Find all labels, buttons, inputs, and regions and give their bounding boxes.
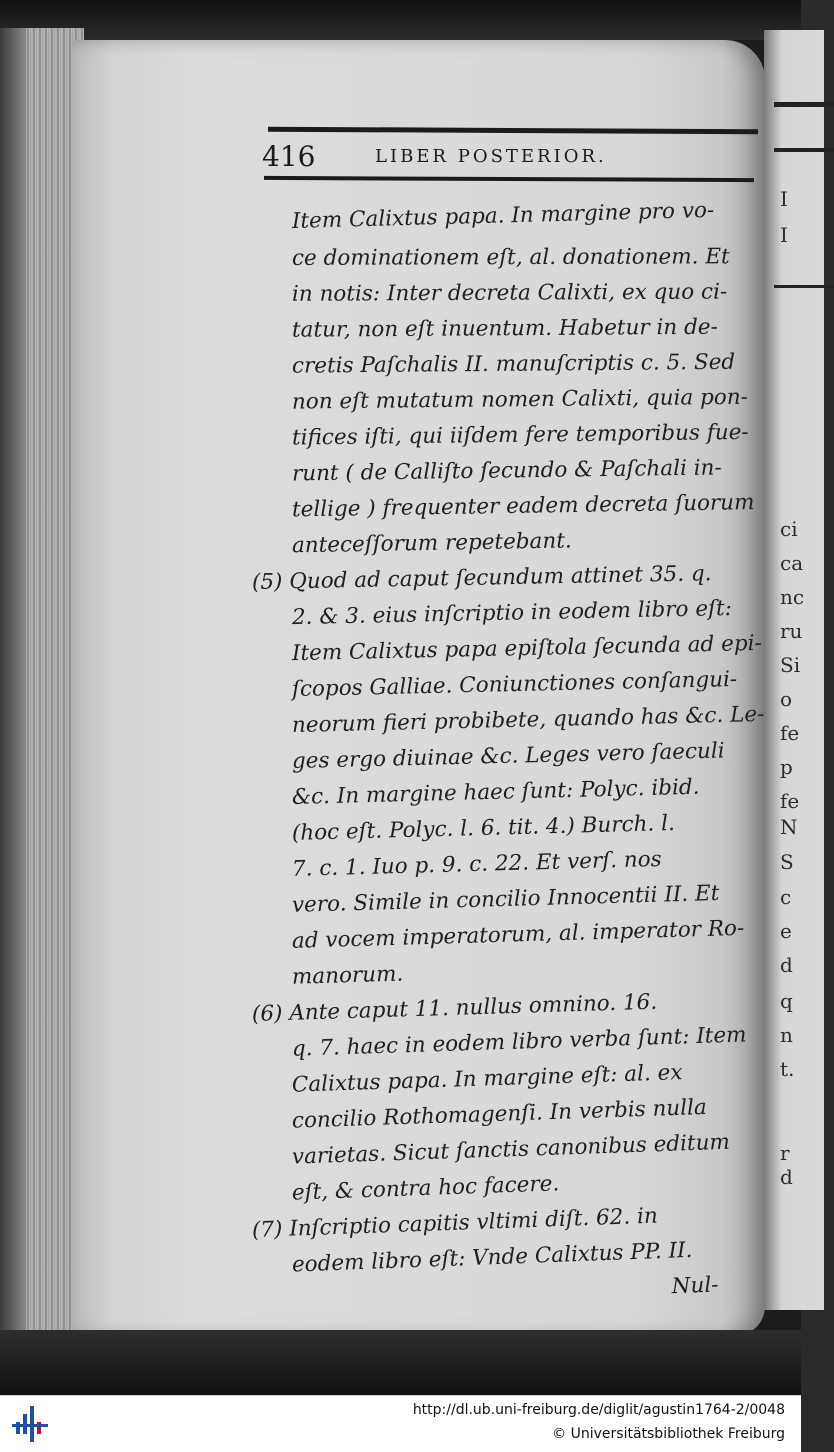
facing-page-fragment: o bbox=[780, 687, 793, 711]
running-head: LIBER POSTERIOR. bbox=[375, 146, 607, 167]
facing-page-fragment: fe bbox=[780, 789, 800, 813]
text-line: ges ergo diuinae &c. Leges vero ſaeculi bbox=[291, 738, 725, 775]
text-line: anteceſſorum repetebant. bbox=[291, 528, 572, 559]
facing-page-fragment: I bbox=[780, 187, 788, 211]
text-line: ſcopos Galliae. Coniunctiones conſangui- bbox=[291, 666, 738, 703]
facing-page-fragment: S bbox=[780, 850, 794, 874]
text-line: (7) Inſcriptio capitis vltimi diſt. 62. in bbox=[251, 1203, 659, 1243]
scanner-background-top bbox=[0, 0, 801, 40]
book-spine-shadow bbox=[0, 28, 26, 1338]
facing-page-fragment: e bbox=[780, 919, 792, 943]
viewer-footer bbox=[0, 1395, 801, 1452]
text-line: q. 7. haec in eodem libro verba ſunt: Item bbox=[291, 1022, 747, 1062]
page-body-text bbox=[251, 197, 765, 1321]
text-line: &c. In margine haec ſunt: Polyc. ibid. bbox=[291, 774, 700, 810]
text-line: runt ( de Calliſto ſecundo & Paſchali in- bbox=[291, 455, 722, 487]
facing-page-fragment: d bbox=[780, 1165, 793, 1189]
facing-page-fragment: p bbox=[780, 755, 793, 779]
text-line: neorum fieri probibete, quando has &c. Le- bbox=[291, 701, 765, 739]
text-line: tifices iſti, qui iiſdem fere temporibus fue- bbox=[291, 419, 749, 451]
facing-page-fragment: ci bbox=[780, 517, 798, 541]
text-line: manorum. bbox=[291, 961, 404, 990]
facing-page-fragment: n bbox=[780, 1023, 793, 1047]
facing-page-fragment: fe bbox=[780, 721, 800, 745]
copyright-notice: © Universitätsbibliothek Freiburg bbox=[552, 1426, 785, 1442]
text-line: eodem libro eſt: Vnde Calixtus PP. II. bbox=[291, 1237, 693, 1278]
text-line: non eſt mutatum nomen Calixti, quia pon- bbox=[291, 384, 749, 415]
text-line: Item Calixtus papa. In margine pro vo- bbox=[291, 197, 715, 234]
text-line: cretis Paſchalis II. manuſcriptis c. 5. Sed bbox=[291, 349, 736, 379]
text-line: (5) Quod ad caput ſecundum attinet 35. q. bbox=[251, 561, 712, 595]
facing-page-fragment: N bbox=[780, 815, 798, 839]
facing-page-fragment: t. bbox=[780, 1057, 795, 1081]
facing-page-fragment: nc bbox=[780, 585, 805, 609]
facing-page-fragment: Si bbox=[780, 653, 801, 677]
text-line: eſt, & contra hoc facere. bbox=[291, 1171, 560, 1206]
text-line: 7. c. 1. Iuo p. 9. c. 22. Et verſ. nos bbox=[291, 846, 662, 882]
facing-page-fragment: q bbox=[780, 989, 793, 1013]
page-number: 416 bbox=[262, 140, 316, 173]
text-line: ad vocem imperatorum, al. imperator Ro- bbox=[291, 915, 745, 954]
text-line: Nul- bbox=[671, 1272, 719, 1300]
text-line: tatur, non eſt inuentum. Habetur in de- bbox=[291, 314, 718, 343]
text-line: Calixtus papa. In margine eſt: al. ex bbox=[291, 1060, 683, 1098]
facing-page-fragment: ru bbox=[780, 619, 803, 643]
document-url-link[interactable]: http://dl.ub.uni-freiburg.de/diglit/agustin1764-2/0048 bbox=[412, 1402, 785, 1418]
text-line: varietas. Sicut ſanctis canonibus editum bbox=[291, 1129, 731, 1170]
library-logo-icon[interactable] bbox=[10, 1404, 52, 1444]
facing-page-fragment: d bbox=[780, 953, 793, 977]
text-line: (6) Ante caput 11. nullus omnino. 16. bbox=[251, 989, 658, 1027]
facing-page-fragment: c bbox=[780, 885, 792, 909]
facing-page-fragment: ca bbox=[780, 551, 804, 575]
text-line: Item Calixtus papa epiſtola ſecunda ad epi- bbox=[291, 630, 763, 667]
scanner-background-bottom bbox=[0, 1330, 801, 1395]
text-line: in notis: Inter decreta Calixti, ex quo ci- bbox=[291, 279, 728, 307]
text-line: 2. & 3. eius inſcriptio in eodem libro eſt: bbox=[291, 595, 733, 631]
facing-page-fragment: r bbox=[780, 1141, 790, 1165]
text-line: ce dominationem eſt, al. donationem. Et bbox=[291, 244, 730, 271]
facing-page-fragment: I bbox=[780, 223, 788, 247]
text-line: vero. Simile in concilio Innocentii II. Et bbox=[291, 880, 720, 918]
text-line: (hoc eſt. Polyc. l. 6. tit. 4.) Burch. l. bbox=[291, 810, 676, 846]
text-line: tellige ) frequenter eadem decreta ſuorum bbox=[291, 490, 755, 523]
text-line: concilio Rothomagenſi. In verbis nulla bbox=[291, 1094, 708, 1134]
